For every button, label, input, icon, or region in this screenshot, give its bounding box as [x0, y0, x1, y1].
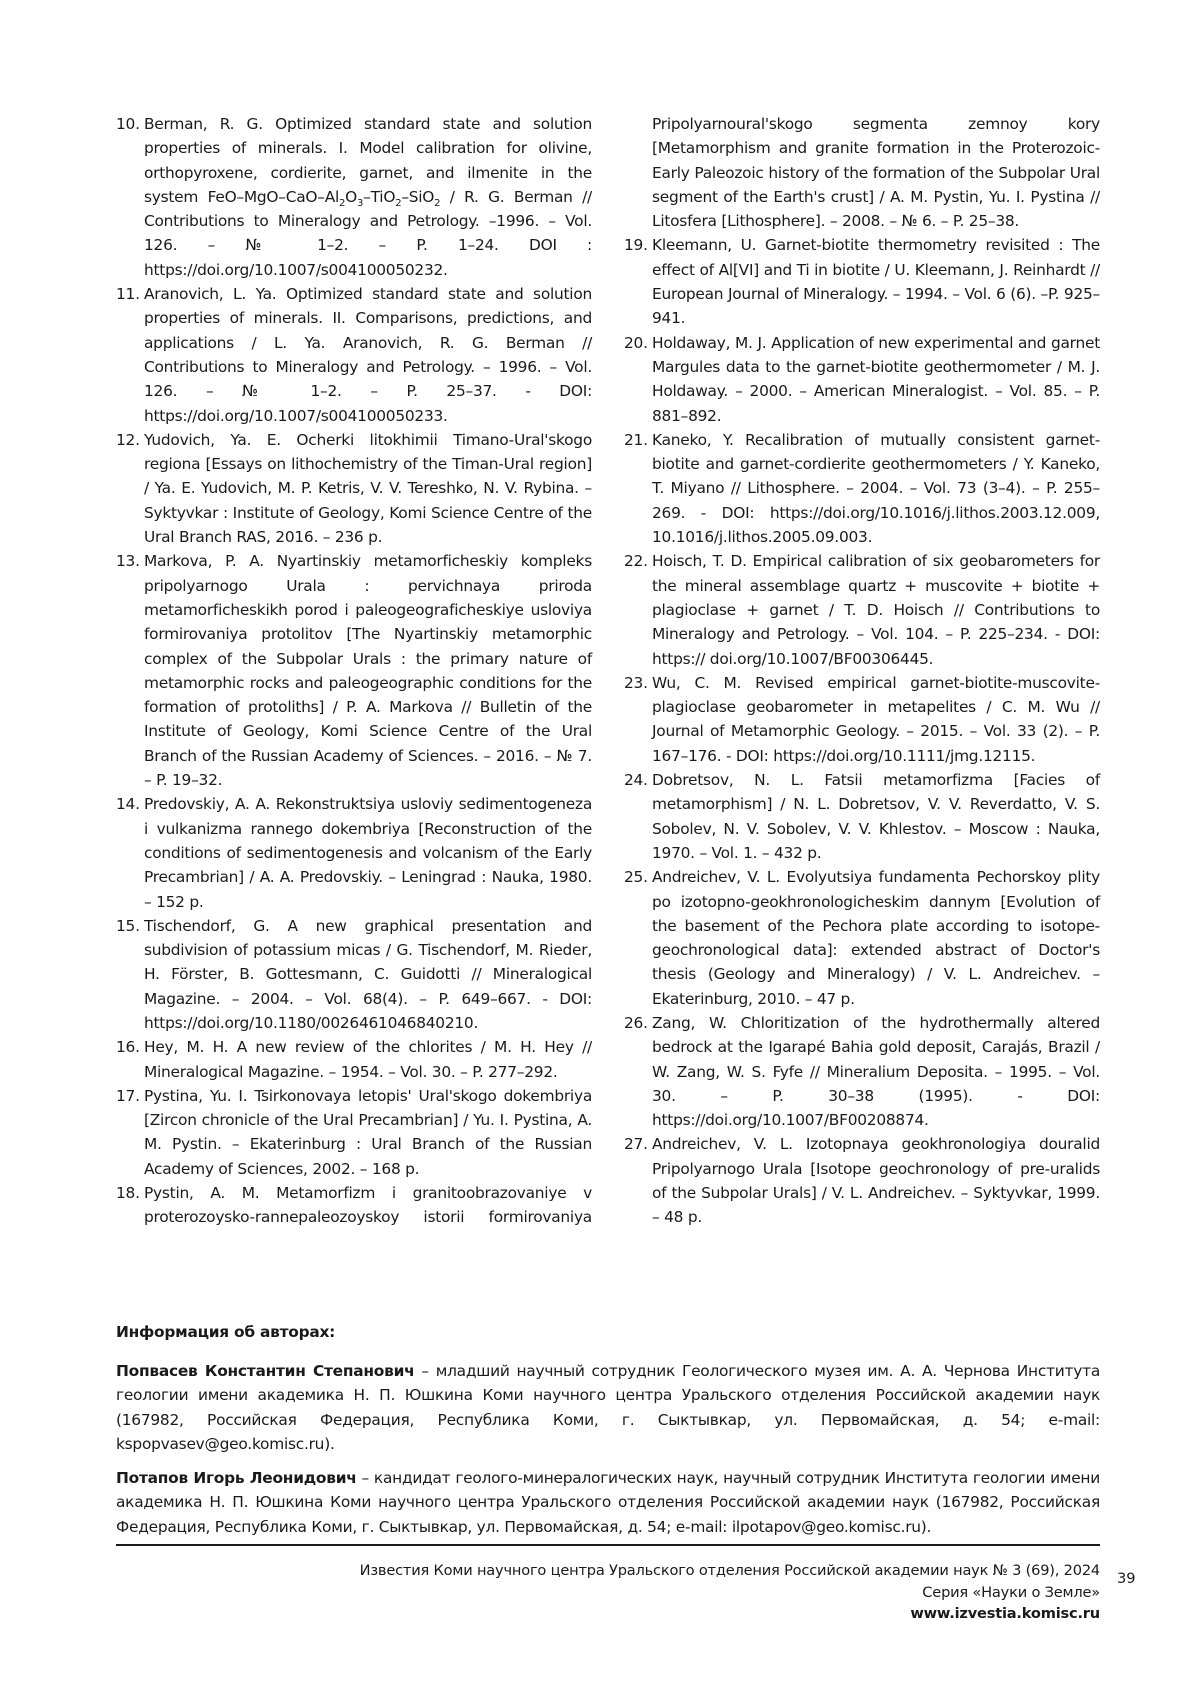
reference-number: 25.	[624, 868, 648, 887]
reference-number: 22.	[624, 552, 648, 571]
references-right-column	[624, 112, 1100, 1230]
author-name: Попвасев Константин Степанович	[116, 1361, 415, 1380]
reference-item	[624, 233, 1100, 330]
reference-number: 16.	[116, 1038, 140, 1057]
reference-text: Kleemann, U. Garnet-biotite thermometry revisited : The effect of Al[VI] and Ti in biotite / U. Kleemann, J. Reinhardt // European Journal of Mineralogy. – 1994. – Vol. 6 (6). –P. 925–941.	[652, 236, 1100, 328]
author-entry	[116, 1466, 1100, 1540]
reference-text: Hoisch, T. D. Empirical calibration of six geobarometers for the mineral assemblage quartz + muscovite + biotite + plagioclase + garnet / T. D. Hoisch // Contributions to Mineralogy and Petrology. – Vol. 104. – P. 225–234. - DOI: https:// doi.org/10.1007/BF00306445.	[652, 552, 1100, 668]
reference-number: 14.	[116, 795, 140, 814]
reference-item	[116, 914, 592, 1035]
reference-number: 13.	[116, 552, 140, 571]
reference-text: Kaneko, Y. Recalibration of mutually consistent garnet-biotite and garnet-cordierite geothermometers / Y. Kaneko, T. Miyano // Lithosphere. – 2004. – Vol. 73 (3–4). – P. 255–269. - DOI: https://doi.org/10.1016/j.lithos.2003.12.009, 10.1016/j.lithos.2005.09.003.	[652, 430, 1100, 547]
reference-number: 24.	[624, 771, 648, 790]
reference-number: 17.	[116, 1086, 140, 1105]
reference-item	[624, 671, 1100, 768]
reference-item	[116, 1035, 592, 1084]
references-columns	[116, 112, 1100, 1230]
reference-item-continued	[624, 112, 1100, 233]
journal-title: Известия Коми научного центра Уральского отделения Российской академии наук № 3 (69), 2024	[359, 1562, 1100, 1579]
reference-text: Yudovich, Ya. E. Ocherki litokhimii Timano-Ural'skogo regiona [Essays on lithochemistry of the Timan-Ural region] / Ya. E. Yudovich, M. P. Ketris, V. V. Tereshko, N. V. Rybina. – Syktyvkar : Institute of Geology, Komi Science Centre of the Ural Branch RAS, 2016. – 236 p.	[144, 430, 592, 547]
reference-number: 12.	[116, 430, 140, 449]
author-details: – кандидат геолого-минералогических наук, научный сотрудник Института геологии имени академика Н. П. Юшкина Коми научного центра Уральского отделения Российской академии наук (167982, Российская Федерация, Республика Коми, г. Сыктывкар, ул. Первомайская, д. 54; e-mail: ilpotapov@geo.komisc.ru).	[116, 1468, 1100, 1536]
reference-item	[116, 112, 592, 282]
reference-number: 19.	[624, 236, 648, 255]
reference-item	[624, 428, 1100, 549]
reference-item	[624, 865, 1100, 1011]
journal-url: www.izvestia.komisc.ru	[910, 1605, 1100, 1622]
reference-text: Andreichev, V. L. Evolyutsiya fundamenta Pechorskoy plity po izotopno-geokhronologicheskim dannym [Evolution of the basement of the Pechora plate according to isotope-geochronological data]: extended abstract of Doctor's thesis (Geology and Mineralogy) / V. L. Andreichev. – Ekaterinburg, 2010. – 47 p.	[652, 868, 1100, 1008]
reference-number: 27.	[624, 1135, 648, 1154]
author-information-heading: Информация об авторах:	[116, 1323, 336, 1341]
reference-text: Pystin, A. M. Metamorfizm i granitoobrazovaniye v proterozoysko-rannepaleozoyskoy istorii formirovaniya	[144, 1184, 592, 1227]
reference-number: 26.	[624, 1013, 648, 1032]
reference-item	[624, 331, 1100, 428]
journal-series: Серия «Науки о Земле»	[922, 1583, 1100, 1601]
reference-text: Berman, R. G. Optimized standard state and solution properties of minerals. I. Model calibration for olivine, orthopyroxene, cordierite, garnet, and ilmenite in the system FeO–$MgO-CaO-Al_2O_3-TiO_2-SiO_2$ / R. G. Berman // Contributions to Mineralogy and Petrology. –1996. – Vol. 126. – № 1–2. – P. 1–24. DOI : https://doi.org/10.1007/s004100050232.	[144, 115, 592, 279]
reference-text: Markova, P. A. Nyartinskiy metamorficheskiy kompleks pripolyarnogo Urala : pervichnaya priroda metamorficheskikh porod i paleogeograficheskiye usloviya formirovaniya protolitov [The Nyartinskiy metamorphic complex of the Subpolar Urals : the primary nature of metamorphic rocks and paleogeographic conditions for the formation of protoliths] / P. A. Markova // Bulletin of the Institute of Geology, Komi Science Centre of the Ural Branch of the Russian Academy of Sciences. – 2016. – № 7. – P. 19–32.	[144, 552, 592, 790]
reference-text: Holdaway, M. J. Application of new experimental and garnet Margules data to the garnet-biotite geothermometer / M. J. Holdaway. – 2000. – American Mineralogist. – Vol. 85. – P. 881–892.	[652, 333, 1100, 425]
reference-number: 23.	[624, 673, 648, 692]
reference-text: Zang, W. Chloritization of the hydrothermally altered bedrock at the Igarapé Bahia gold deposit, Carajás, Brazil / W. Zang, W. S. Fyfe // Mineralium Deposita. – 1995. – Vol. 30. – P. 30–38 (1995). - DOI: https://doi.org/10.1007/BF00208874.	[652, 1013, 1100, 1130]
page-number: 39	[1117, 1570, 1136, 1587]
reference-item	[116, 282, 592, 428]
reference-text: Pystina, Yu. I. Tsirkonovaya letopis' Ural'skogo dokembriya [Zircon chronicle of the Ural Precambrian] / Yu. I. Pystina, A. M. Pystin. – Ekaterinburg : Ural Branch of the Russian Academy of Sciences, 2002. – 168 p.	[144, 1086, 592, 1178]
reference-item	[116, 792, 592, 913]
reference-item	[624, 1132, 1100, 1229]
author-information	[116, 1320, 1100, 1548]
reference-number: 18.	[116, 1184, 140, 1203]
reference-text: Hey, M. H. A new review of the chlorites / M. H. Hey // Mineralogical Magazine. – 1954. – Vol. 30. – P. 277–292.	[144, 1038, 592, 1081]
author-name: Потапов Игорь Леонидович	[116, 1468, 357, 1487]
reference-item	[624, 1011, 1100, 1132]
reference-number: 10.	[116, 115, 140, 133]
reference-item	[116, 1181, 592, 1230]
reference-item	[116, 428, 592, 549]
references-left-column	[116, 112, 592, 1230]
reference-text: Dobretsov, N. L. Fatsii metamorfizma [Facies of metamorphism] / N. L. Dobretsov, V. V. Reverdatto, V. S. Sobolev, N. V. Sobolev, V. V. Khlestov. – Moscow : Nauka, 1970. – Vol. 1. – 432 p.	[652, 771, 1100, 862]
reference-item	[116, 549, 592, 792]
footer-divider	[116, 1544, 1100, 1546]
author-details: – младший научный сотрудник Геологического музея им. А. А. Чернова Института геологии имени академика Н. П. Юшкина Коми научного центра Уральского отделения Российской академии наук (167982, Российская Федерация, Республика Коми, г. Сыктывкар, ул. Первомайская, д. 54; e-mail: kspopvasev@geo.komisc.ru).	[116, 1361, 1101, 1453]
reference-text: Andreichev, V. L. Izotopnaya geokhronologiya douralid Pripolyarnogo Urala [Isotope geochronology of pre-uralids of the Subpolar Urals] / V. L. Andreichev. – Syktyvkar, 1999. – 48 p.	[652, 1135, 1100, 1227]
reference-text: Pripolyarnoural'skogo segmenta zemnoy kory [Metamorphism and granite formation in the Proterozoic-Early Paleozoic history of the formation of the Subpolar Ural segment of the Earth's crust] / A. M. Pystin, Yu. I. Pystina // Litosfera [Lithosphere]. – 2008. – № 6. – P. 25–38.	[652, 115, 1100, 231]
reference-text: Wu, C. M. Revised empirical garnet-biotite-muscovite-plagioclase geobarometer in metapelites / C. M. Wu // Journal of Metamorphic Geology. – 2015. – Vol. 33 (2). – P. 167–176. - DOI: https://doi.org/10.1111/jmg.12115.	[652, 673, 1100, 765]
reference-text: Predovskiy, A. A. Rekonstruktsiya usloviy sedimentogeneza i vulkanizma rannego dokembriya [Reconstruction of the conditions of sedimentogenesis and volcanism of the Early Precambrian] / A. A. Predovskiy. – Leningrad : Nauka, 1980. – 152 p.	[144, 795, 592, 911]
author-entry	[116, 1359, 1100, 1457]
reference-item	[116, 1084, 592, 1181]
reference-text: Tischendorf, G. A new graphical presentation and subdivision of potassium micas / G. Tischendorf, M. Rieder, H. Förster, B. Gottesmann, C. Guidotti // Mineralogical Magazine. – 2004. – Vol. 68(4). – P. 649–667. - DOI: https://doi.org/10.1180/0026461046840210.	[144, 916, 592, 1032]
reference-text: Aranovich, L. Ya. Optimized standard state and solution properties of minerals. II. Comparisons, predictions, and applications / L. Ya. Aranovich, R. G. Berman // Contributions to Mineralogy and Petrology. – 1996. – Vol. 126. – № 1–2. – P. 25–37. - DOI: https://doi.org/10.1007/s004100050233.	[144, 285, 592, 425]
reference-number: 21.	[624, 430, 648, 449]
reference-item	[624, 768, 1100, 865]
page-footer	[360, 1560, 1100, 1625]
reference-item	[624, 549, 1100, 670]
reference-number: 11.	[116, 285, 140, 304]
reference-number: 15.	[116, 916, 140, 935]
reference-number: 20.	[624, 333, 648, 352]
